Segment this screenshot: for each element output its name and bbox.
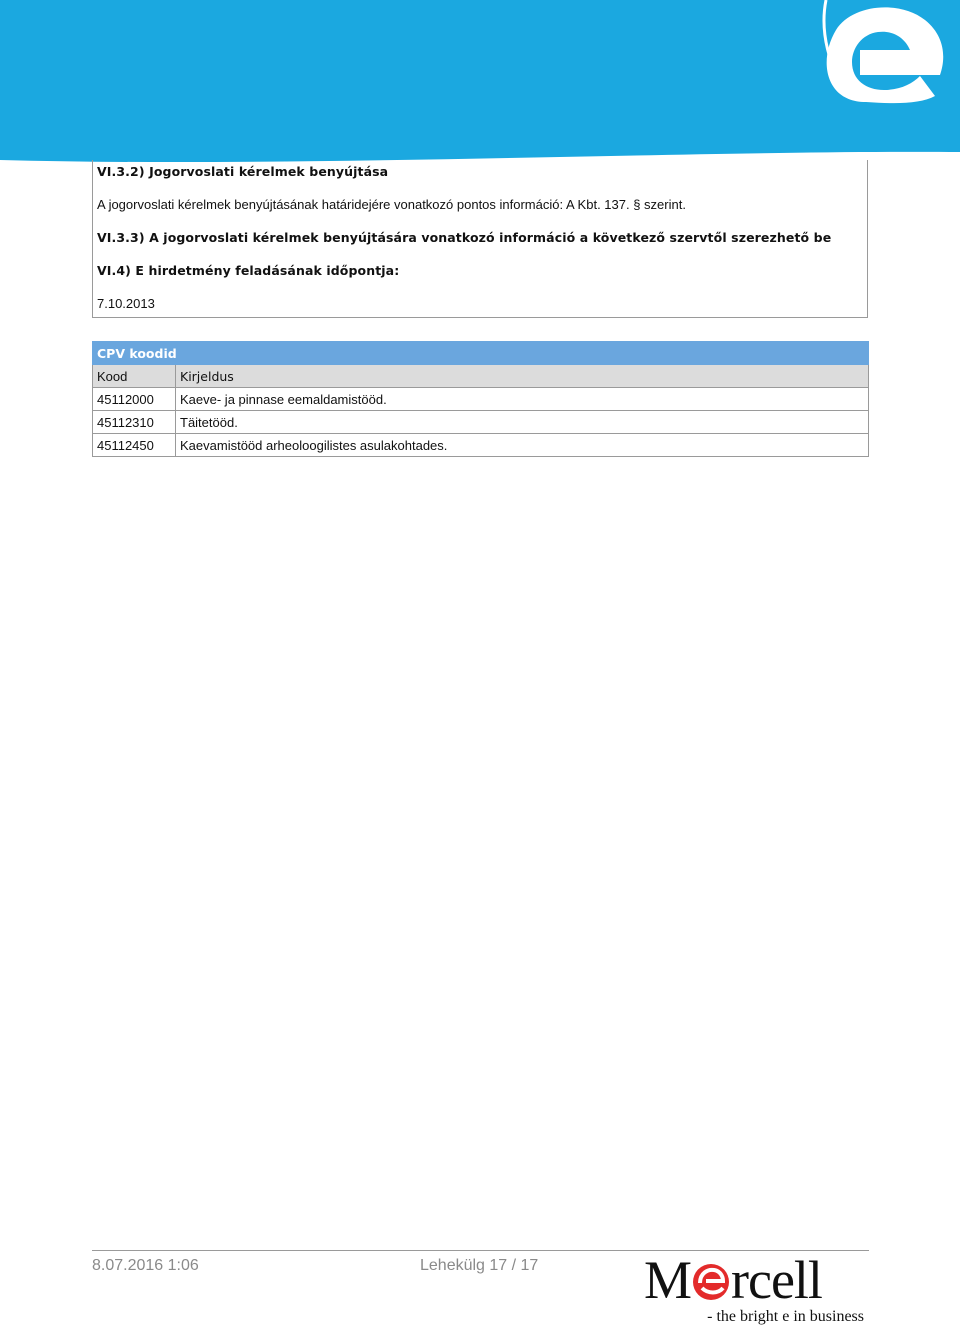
e-swoosh-icon (692, 1261, 730, 1301)
cpv-code-cell: 45112450 (93, 434, 176, 457)
review-deadline-info: A jogorvoslati kérelmek benyújtásának határidejére vonatkozó pontos információ: A Kbt. 137. § szerint. (97, 197, 686, 212)
logo-tagline: - the bright e in business (707, 1308, 864, 1325)
table-row (93, 388, 869, 411)
cpv-table-title-row (93, 342, 869, 365)
footer-timestamp: 8.07.2016 1:06 (92, 1257, 199, 1274)
heading-review-info-source: VI.3.3) A jogorvoslati kérelmek benyújtására vonatkozó információ a következő szervtől szerezhető be (97, 230, 832, 245)
header-banner (0, 0, 960, 165)
table-row (93, 411, 869, 434)
cpv-table-title: CPV koodid (93, 342, 869, 365)
header-blue-band (0, 0, 960, 162)
cpv-description-cell: Täitetööd. (176, 411, 869, 434)
heading-review-requests: VI.3.2) Jogorvoslati kérelmek benyújtása (97, 164, 389, 179)
heading-dispatch-date: VI.4) E hirdetmény feladásának időpontja: (97, 263, 400, 278)
table-row (93, 434, 869, 457)
procedure-info-section (92, 160, 868, 318)
column-header-description: Kirjeldus (176, 365, 869, 388)
footer-page-number: Lehekülg 17 / 17 (420, 1257, 539, 1274)
cpv-description-cell: Kaeve- ja pinnase eemaldamistööd. (176, 388, 869, 411)
cpv-table-header-row (93, 365, 869, 388)
cpv-code-cell: 45112000 (93, 388, 176, 411)
logo-letter-m: M (644, 1250, 692, 1310)
marcell-logo (644, 1252, 869, 1328)
cpv-code-cell: 45112310 (93, 411, 176, 434)
column-header-code: Kood (93, 365, 176, 388)
cpv-codes-table (92, 341, 869, 457)
dispatch-date-value: 7.10.2013 (97, 296, 155, 311)
cpv-description-cell: Kaevamistööd arheoloogilistes asulakohtades. (176, 434, 869, 457)
logo-letters-rcell: rcell (731, 1250, 822, 1310)
logo-wordmark (644, 1252, 822, 1308)
